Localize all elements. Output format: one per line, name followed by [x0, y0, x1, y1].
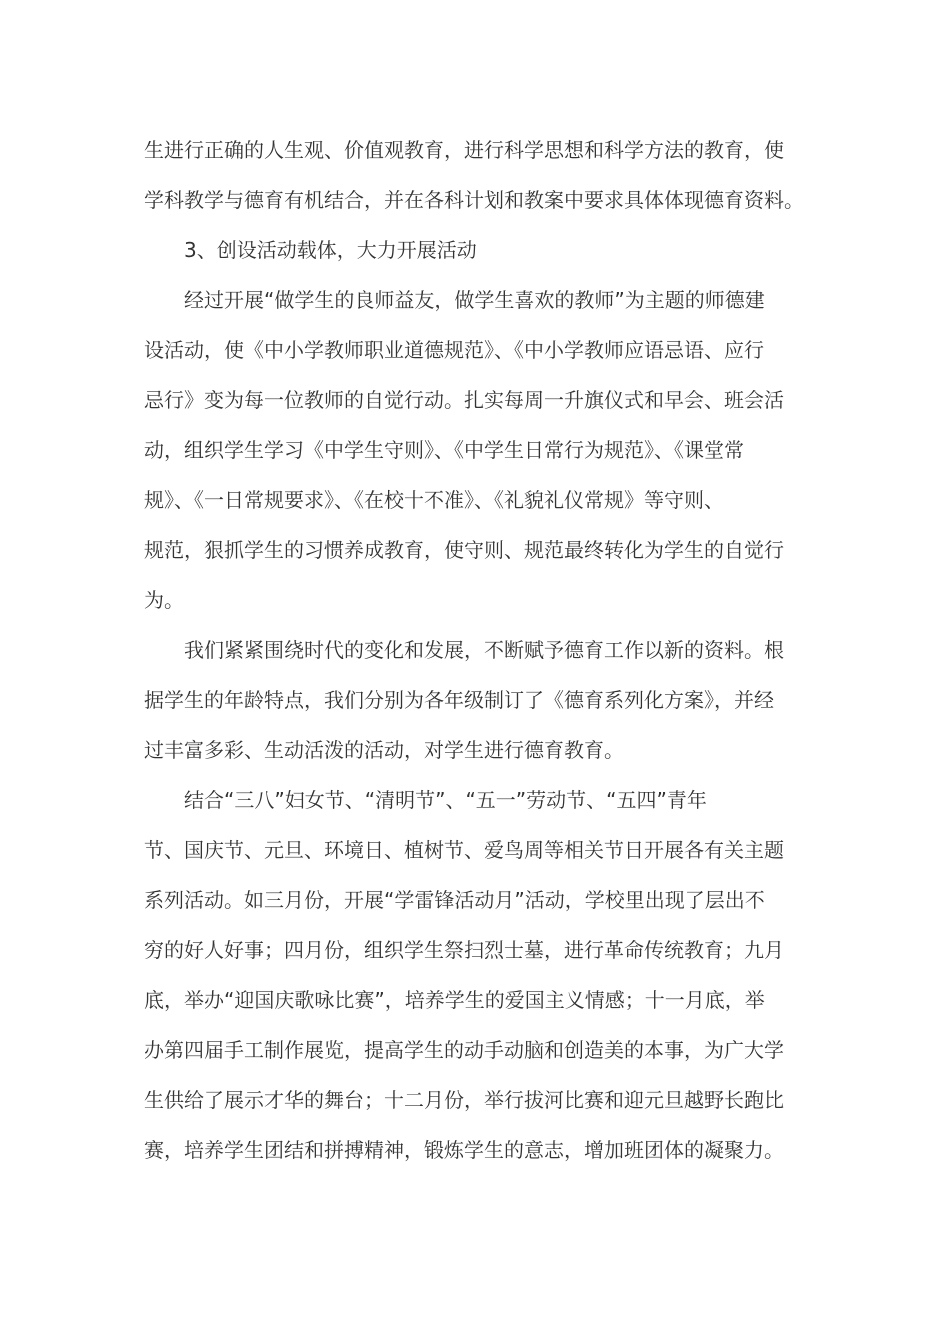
paragraph-start-line: 经过开展“做学生的良师益友，做学生喜欢的教师”为主题的师德建	[184, 288, 765, 312]
text-line: 办第四届手工制作展览，提高学生的动手动脑和创造美的本事，为广大学	[144, 1038, 784, 1062]
text-line: 过丰富多彩、生动活泼的活动，对学生进行德育教育。	[144, 738, 624, 762]
text-line: 底，举办“迎国庆歌咏比赛”，培养学生的爱国主义情感；十一月底，举	[144, 988, 765, 1012]
section-heading: 3、创设活动载体，大力开展活动	[184, 238, 477, 262]
text-line: 学科教学与德育有机结合，并在各科计划和教案中要求具体体现德育资料。	[144, 188, 804, 212]
text-line: 生进行正确的人生观、价值观教育，进行科学思想和科学方法的教育，使	[144, 138, 784, 162]
paragraph-start-line: 我们紧紧围绕时代的变化和发展，不断赋予德育工作以新的资料。根	[184, 638, 784, 662]
text-line: 规范，狠抓学生的习惯养成教育，使守则、规范最终转化为学生的自觉行	[144, 538, 784, 562]
text-line: 设活动，使《中小学教师职业道德规范》、《中小学教师应语忌语、应行	[144, 338, 764, 362]
text-line: 生供给了展示才华的舞台；十二月份，举行拔河比赛和迎元旦越野长跑比	[144, 1088, 784, 1112]
text-line: 为。	[144, 588, 184, 612]
text-line: 规》、《一日常规要求》、《在校十不准》、《礼貌礼仪常规》等守则、	[144, 488, 724, 512]
paragraph-start-line: 结合“三八”妇女节、“清明节”、“五一”劳动节、“五四”青年	[184, 788, 707, 812]
text-line: 忌行》变为每一位教师的自觉行动。扎实每周一升旗仪式和早会、班会活	[144, 388, 784, 412]
text-line: 据学生的年龄特点，我们分别为各年级制订了《德育系列化方案》，并经	[144, 688, 774, 712]
text-line: 穷的好人好事；四月份，组织学生祭扫烈士墓，进行革命传统教育；九月	[144, 938, 784, 962]
text-line: 系列活动。如三月份，开展“学雷锋活动月”活动，学校里出现了层出不	[144, 888, 765, 912]
text-line: 节、国庆节、元旦、环境日、植树节、爱鸟周等相关节日开展各有关主题	[144, 838, 784, 862]
text-line: 动，组织学生学习《中学生守则》、《中学生日常行为规范》、《课堂常	[144, 438, 744, 462]
text-line: 赛，培养学生团结和拼搏精神，锻炼学生的意志，增加班团体的凝聚力。	[144, 1138, 784, 1162]
